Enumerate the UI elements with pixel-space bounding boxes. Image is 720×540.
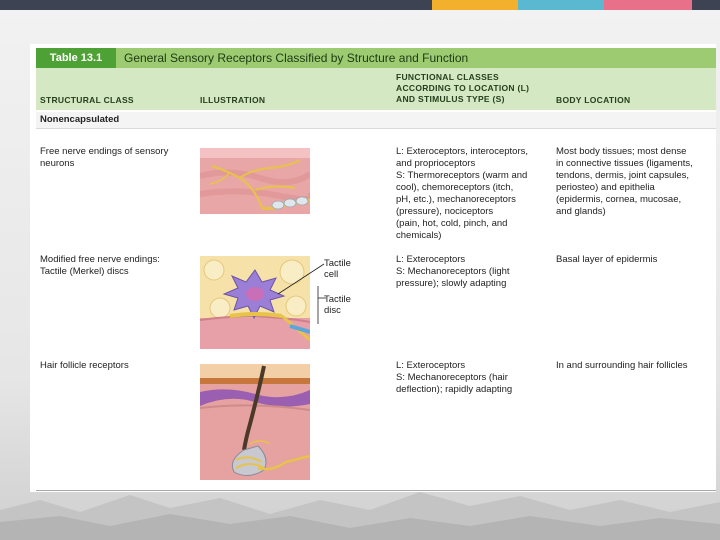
table-title-bar (36, 48, 716, 68)
row2-body-location: Basal layer of epidermis (556, 254, 658, 265)
header-body-location: BODY LOCATION (556, 95, 631, 105)
row3-structural-class: Hair follicle receptors (40, 360, 129, 371)
header-structural-class: STRUCTURAL CLASS (40, 95, 134, 105)
table-title: General Sensory Receptors Classified by Structure and Function (124, 51, 469, 65)
top-bar-segment (0, 0, 80, 10)
top-color-bar (0, 0, 720, 10)
row3-body-location: In and surrounding hair follicles (556, 360, 688, 371)
row2-structural-class: Modified free nerve endings: Tactile (Merkel) discs (40, 254, 160, 277)
header-functional-classes: FUNCTIONAL CLASSES ACCORDING TO LOCATION (L) AND STIMULUS TYPE (S) (396, 72, 530, 104)
top-bar-segment (432, 0, 518, 10)
free-nerve-endings-illustration (200, 148, 310, 214)
header-illustration: ILLUSTRATION (200, 95, 266, 105)
hair-follicle-illustration (200, 364, 310, 480)
row1-body-location: Most body tissues; most dense in connective tissues (ligaments, tendons, dermis, joint capsules, periosteo) and epithelia (epidermis, cornea, mucosae, and glands) (556, 146, 693, 217)
row1-structural-class: Free nerve endings of sensory neurons (40, 146, 169, 169)
top-bar-segment (604, 0, 692, 10)
top-bar-segment (80, 0, 160, 10)
section-label: Nonencapsulated (40, 114, 120, 125)
tactile-cell-label: Tactile cell (324, 258, 351, 280)
row1-functional-classes: L: Exteroceptors, interoceptors, and proprioceptors S: Thermoreceptors (warm and cool), chemoreceptors (itch, pH, etc.), mechanoreceptors (pressure), nociceptors (pain, hot, cold, pinch, and chemicals) (396, 146, 529, 241)
top-bar-segment (160, 0, 240, 10)
table-number-badge: Table 13.1 (36, 48, 116, 68)
row3-functional-classes: L: Exteroceptors S: Mechanoreceptors (hair deflection); rapidly adapting (396, 360, 513, 395)
table-slide (30, 44, 716, 492)
tactile-disc-label: Tactile disc (324, 294, 351, 316)
row2-functional-classes: L: Exteroceptors S: Mechanoreceptors (light pressure); slowly adapting (396, 254, 510, 289)
top-bar-segment (692, 0, 720, 10)
table-bottom-rule (36, 490, 716, 491)
section-row-nonencapsulated (36, 112, 716, 129)
top-bar-segment (518, 0, 604, 10)
column-header-row (36, 68, 716, 110)
top-bar-segment (240, 0, 320, 10)
top-bar-segment (320, 0, 432, 10)
